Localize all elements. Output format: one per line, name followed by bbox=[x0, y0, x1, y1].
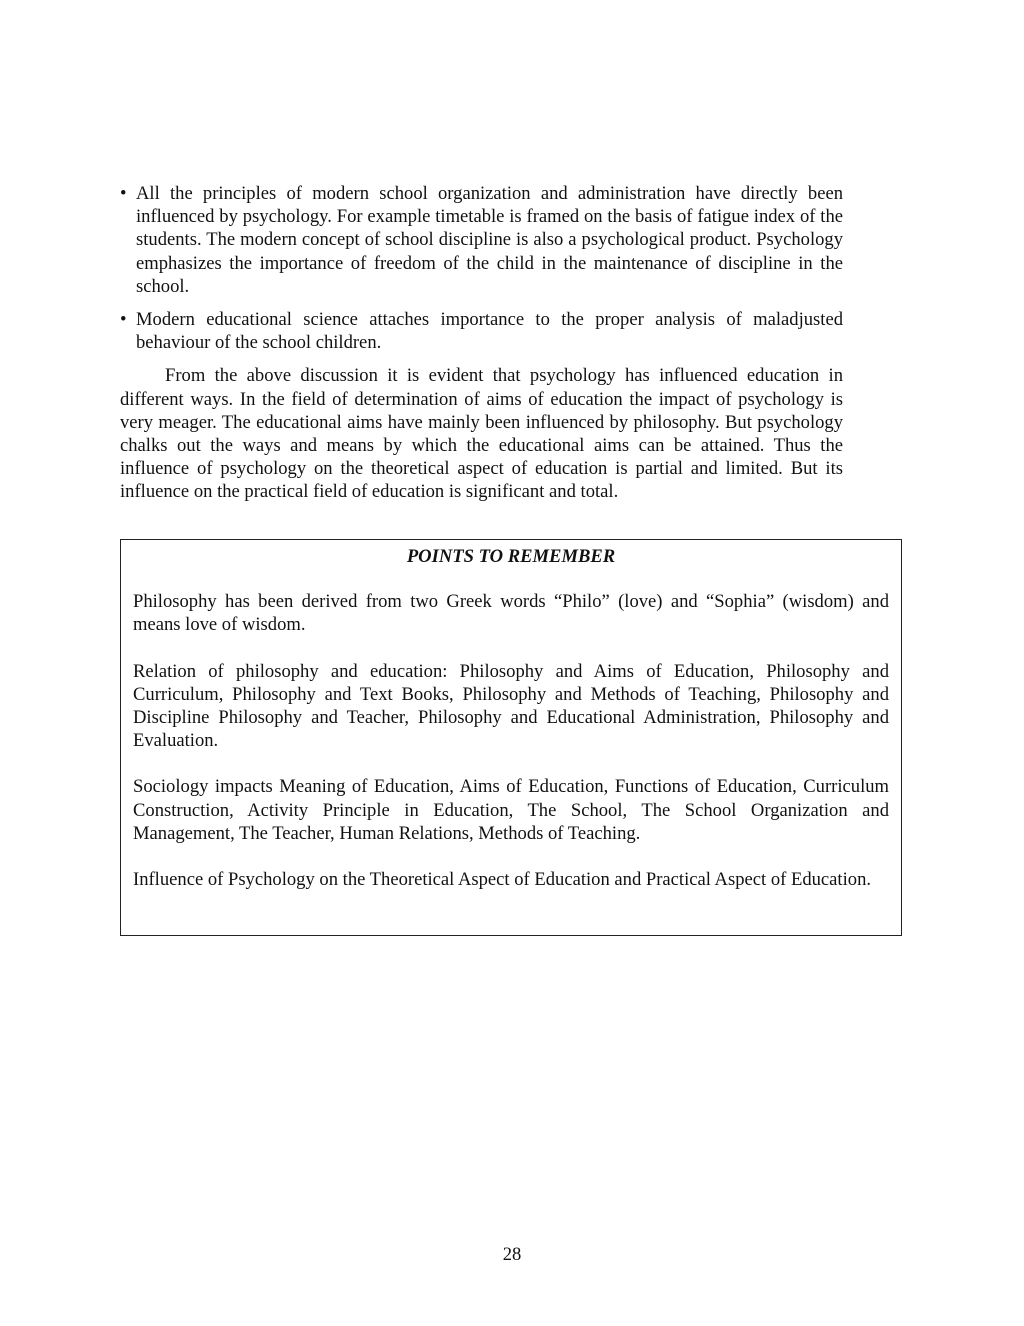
box-title: POINTS TO REMEMBER bbox=[406, 546, 616, 567]
bullet-text: Modern educational science attaches importance to the proper analysis of maladjusted behaviour of the school children. bbox=[136, 309, 843, 354]
box-point: Relation of philosophy and education: Philosophy and Aims of Education, Philosophy and Curriculum, Philosophy and Text Books, Philosophy and Methods of Teaching, Philosophy and Discipline Philosophy and Teacher, Philosophy and Educational Administration, Philosophy and Evaluation. bbox=[133, 660, 889, 752]
points-to-remember-box bbox=[120, 539, 902, 936]
bullet-text: All the principles of modern school organization and administration have directly been influenced by psychology. For example timetable is framed on the basis of fatigue index of the students. The modern concept of school discipline is also a psychological product. Psychology emphasizes the importance of freedom of the child in the maintenance of discipline in the school. bbox=[136, 183, 843, 297]
body-paragraph: From the above discussion it is evident that psychology has influenced education in different ways. In the field of determination of aims of education the impact of psychology is very meager. The educational aims have mainly been influenced by philosophy. But psychology chalks out the ways and means by which the educational aims can be attained. Thus the influence of psychology on the theoretical aspect of education is partial and limited. But its influence on the practical field of education is significant and total. bbox=[120, 365, 843, 503]
box-point: Philosophy has been derived from two Greek words “Philo” (love) and “Sophia” (wisdom) and means love of wisdom. bbox=[133, 591, 889, 636]
page-number: 28 bbox=[502, 1244, 522, 1265]
bullet-item bbox=[120, 308, 843, 354]
box-point: Influence of Psychology on the Theoretical Aspect of Education and Practical Aspect of Education. bbox=[133, 869, 872, 891]
bullet-icon: • bbox=[120, 183, 127, 204]
box-point: Sociology impacts Meaning of Education, Aims of Education, Functions of Education, Curriculum Construction, Activity Principle in Education, The School, The School Organization and Management, The Teacher, Human Relations, Methods of Teaching. bbox=[133, 776, 889, 844]
bullet-item bbox=[120, 182, 843, 298]
bullet-icon: • bbox=[120, 309, 127, 331]
main-text bbox=[120, 182, 843, 504]
